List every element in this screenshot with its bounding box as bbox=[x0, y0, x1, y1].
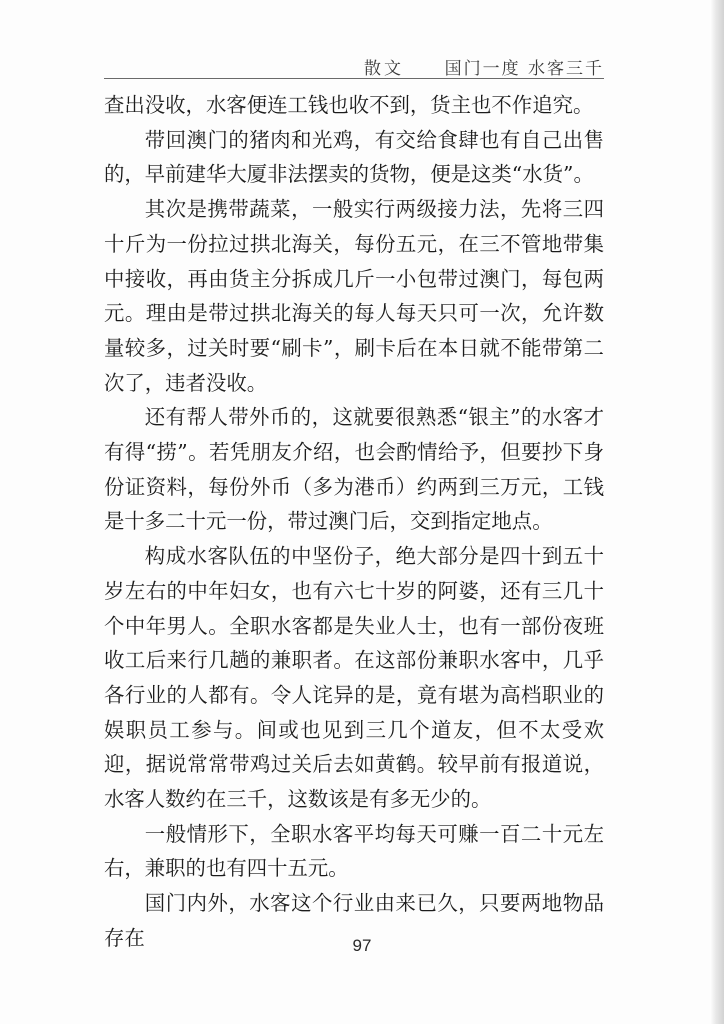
paragraph: 其次是携带蔬菜，一般实行两级接力法，先将三四十斤为一份拉过拱北海关，每份五元，在三不管地带集中接收，再由货主分拆成几斤一小包带过澳门，每包两元。理由是带过拱北海关的每人每天只可一次，允许数量较多，过关时要“刷卡”，刷卡后在本日就不能带第二次了，违者没收。 bbox=[104, 197, 604, 395]
running-header bbox=[104, 52, 604, 79]
body-text bbox=[104, 88, 604, 956]
paragraph: 国门内外，水客这个行业由来已久，只要两地物品存在 bbox=[104, 891, 604, 950]
page-edge-shadow bbox=[710, 0, 724, 1024]
paragraph: 查出没收，水客便连工钱也收不到，货主也不作追究。 bbox=[104, 93, 594, 117]
paragraph: 还有帮人带外币的，这就要很熟悉“银主”的水客才有得“捞”。若凭朋友介绍，也会酌情给予，但要抄下身份证资料，每份外币（多为港币）约两到三万元，工钱是十多二十元一份，带过澳门后，交到指定地点。 bbox=[104, 405, 604, 534]
page-number: 97 bbox=[352, 936, 372, 955]
header-chapter-title: 国门一度 水客三千 bbox=[444, 59, 604, 79]
paragraph: 一般情形下，全职水客平均每天可赚一百二十元左右，兼职的也有四十五元。 bbox=[104, 821, 604, 881]
paragraph: 构成水客队伍的中坚份子，绝大部分是四十到五十岁左右的中年妇女，也有六七十岁的阿婆，还有三几十个中年男人。全职水客都是失业人士，也有一部份夜班收工后来行几趟的兼职者。在这部份兼职水客中，几乎各行业的人都有。令人诧异的是，竟有堪为高档职业的娱职员工参与。间或也见到三几个道友，但不太受欢迎，据说常常带鸡过关后去如黄鹤。较早前有报道说，水客人数约在三千，这数该是有多无少的。 bbox=[104, 544, 604, 812]
header-section-label: 散文 bbox=[364, 59, 404, 79]
paragraph: 带回澳门的猪肉和光鸡，有交给食肆也有自己出售的，早前建华大厦非法摆卖的货物，便是这类“水货”。 bbox=[104, 127, 604, 187]
